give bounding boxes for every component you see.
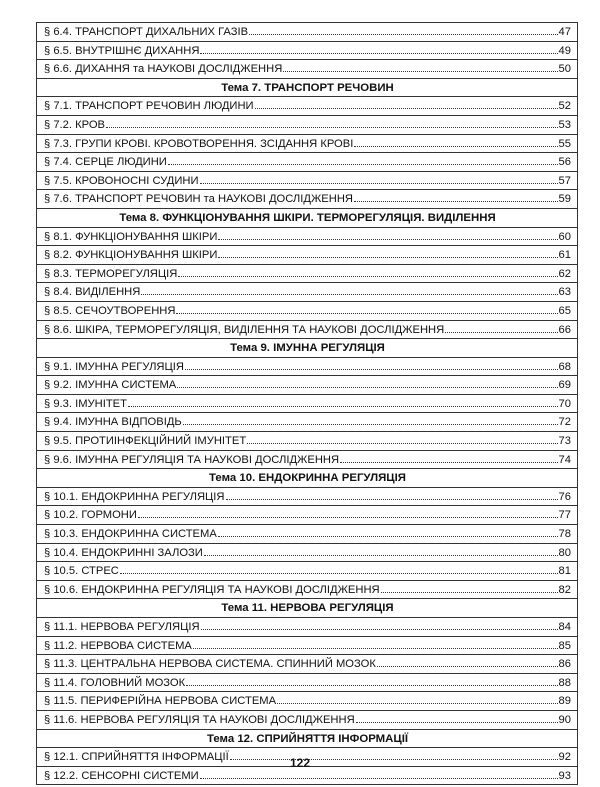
entry-label: § 7.3. ГРУПИ КРОВІ. КРОВОТВОРЕННЯ. ЗСІДАННЯ КРОВІ — [44, 137, 354, 150]
entry-label: § 12.1. СПРИЙНЯТТЯ ІНФОРМАЦІЇ — [44, 751, 229, 764]
toc-entry — [37, 451, 577, 470]
entry-label: § 6.6. ДИХАННЯ та НАУКОВІ ДОСЛІДЖЕННЯ — [44, 63, 283, 76]
dot-leader — [226, 499, 558, 500]
dot-leader — [186, 685, 557, 686]
toc-entry — [37, 562, 577, 581]
dot-leader — [218, 257, 557, 258]
dot-leader — [218, 536, 558, 537]
entry-label: § 12.2. СЕНСОРНІ СИСТЕМИ — [44, 769, 199, 782]
entry-page-number: 70 — [558, 397, 571, 410]
toc-entry — [37, 358, 577, 377]
entry-label: § 10.3. ЕНДОКРИННА СИСТЕМА — [44, 528, 217, 541]
dot-leader — [183, 424, 558, 425]
page-number: 122 — [289, 756, 311, 770]
toc-entry — [37, 60, 577, 79]
topic-label: Тема 9. ІМУННА РЕГУЛЯЦІЯ — [230, 342, 385, 355]
entry-label: § 11.2. НЕРВОВА СИСТЕМА — [44, 639, 192, 652]
entry-label: § 9.2. ІМУННА СИСТЕМА — [44, 379, 177, 392]
dot-leader — [247, 443, 557, 444]
topic-label: Тема 8. ФУНКЦІОНУВАННЯ ШКІРИ. ТЕРМОРЕГУЛЯЦІЯ. ВИДІЛЕННЯ — [119, 211, 496, 224]
entry-label: § 8.4. ВИДІЛЕННЯ — [44, 286, 141, 299]
entry-label: § 11.3. ЦЕНТРАЛЬНА НЕРВОВА СИСТЕМА. СПИННИЙ МОЗОК — [44, 658, 376, 671]
toc-entry — [37, 228, 577, 247]
dot-leader — [354, 201, 558, 202]
toc-topic-heading — [37, 469, 577, 488]
toc-entry — [37, 153, 577, 172]
entry-page-number: 50 — [558, 63, 571, 76]
toc-topic-heading — [37, 79, 577, 98]
dot-leader — [340, 462, 557, 463]
entry-page-number: 93 — [558, 769, 571, 782]
entry-page-number: 81 — [558, 565, 571, 578]
entry-label: § 10.6. ЕНДОКРИННА РЕГУЛЯЦІЯ ТА НАУКОВІ ДОСЛІДЖЕННЯ — [44, 583, 380, 596]
dot-leader — [377, 666, 558, 667]
toc-entry — [37, 190, 577, 209]
dot-leader — [141, 294, 557, 295]
dot-leader — [445, 332, 557, 333]
dot-leader — [381, 592, 558, 593]
dot-leader — [106, 127, 558, 128]
entry-label: § 8.1. ФУНКЦІОНУВАННЯ ШКІРИ — [44, 230, 218, 243]
entry-label: § 11.6. НЕРВОВА РЕГУЛЯЦІЯ ТА НАУКОВІ ДОСЛІДЖЕННЯ — [44, 713, 355, 726]
toc-entry — [37, 711, 577, 730]
entry-label: § 8.6. ШКІРА, ТЕРМОРЕГУЛЯЦІЯ, ВИДІЛЕННЯ ТА НАУКОВІ ДОСЛІДЖЕННЯ — [44, 323, 445, 336]
entry-page-number: 92 — [558, 751, 571, 764]
dot-leader — [200, 183, 558, 184]
toc-entry — [37, 376, 577, 395]
entry-page-number: 53 — [558, 118, 571, 131]
toc-entry — [37, 321, 577, 340]
entry-label: § 11.4. ГОЛОВНИЙ МОЗОК — [44, 676, 186, 689]
dot-leader — [201, 629, 558, 630]
dot-leader — [177, 387, 557, 388]
entry-label: § 7.4. СЕРЦЕ ЛЮДИНИ — [44, 156, 167, 169]
toc-entry — [37, 23, 577, 42]
dot-leader — [200, 778, 558, 779]
dot-leader — [204, 555, 558, 556]
entry-page-number: 55 — [558, 137, 571, 150]
entry-page-number: 80 — [558, 546, 571, 559]
entry-label: § 10.1. ЕНДОКРИННА РЕГУЛЯЦІЯ — [44, 490, 225, 503]
toc-entry — [37, 655, 577, 674]
entry-label: § 10.2. ГОРМОНИ — [44, 509, 137, 522]
entry-page-number: 78 — [558, 528, 571, 541]
entry-page-number: 57 — [558, 174, 571, 187]
entry-page-number: 63 — [558, 286, 571, 299]
entry-label: § 9.6. ІМУННА РЕГУЛЯЦІЯ ТА НАУКОВІ ДОСЛІДЖЕННЯ — [44, 453, 340, 466]
dot-leader — [168, 164, 558, 165]
toc-entry — [37, 506, 577, 525]
entry-page-number: 61 — [558, 249, 571, 262]
entry-page-number: 73 — [558, 435, 571, 448]
topic-label: Тема 12. СПРИЙНЯТТЯ ІНФОРМАЦІЇ — [206, 732, 409, 745]
entry-page-number: 85 — [558, 639, 571, 652]
toc-topic-heading — [37, 599, 577, 618]
entry-page-number: 65 — [558, 304, 571, 317]
dot-leader — [356, 722, 558, 723]
entry-page-number: 86 — [558, 658, 571, 671]
toc-entry — [37, 525, 577, 544]
entry-page-number: 60 — [558, 230, 571, 243]
toc-entry — [37, 135, 577, 154]
entry-label: § 8.5. СЕЧОУТВОРЕННЯ — [44, 304, 176, 317]
toc-entry — [37, 413, 577, 432]
entry-page-number: 82 — [558, 583, 571, 596]
entry-label: § 11.1. НЕРВОВА РЕГУЛЯЦІЯ — [44, 621, 200, 633]
entry-page-number: 72 — [558, 416, 571, 429]
entry-page-number: 84 — [558, 621, 571, 633]
toc-topic-heading — [37, 730, 577, 749]
entry-label: § 9.4. ІМУННА ВІДПОВІДЬ — [44, 416, 182, 429]
entry-label: § 8.3. ТЕРМОРЕГУЛЯЦІЯ — [44, 267, 178, 280]
toc-entry — [37, 692, 577, 711]
dot-leader — [138, 517, 558, 518]
toc-entry — [37, 302, 577, 321]
dot-leader — [277, 703, 557, 704]
dot-leader — [185, 369, 558, 370]
entry-page-number: 88 — [558, 676, 571, 689]
entry-page-number: 90 — [558, 713, 571, 726]
entry-page-number: 77 — [558, 509, 571, 522]
toc-entry — [37, 265, 577, 284]
entry-label: § 7.5. КРОВОНОСНІ СУДИНИ — [44, 174, 199, 187]
toc-entry — [37, 674, 577, 693]
dot-leader — [200, 53, 557, 54]
toc-entry — [37, 488, 577, 507]
entry-page-number: 62 — [558, 267, 571, 280]
entry-page-number: 68 — [558, 360, 571, 373]
dot-leader — [354, 146, 557, 147]
entry-label: § 11.5. ПЕРИФЕРІЙНА НЕРВОВА СИСТЕМА — [44, 695, 277, 708]
entry-label: § 10.4. ЕНДОКРИННІ ЗАЛОЗИ — [44, 546, 203, 559]
dot-leader — [193, 648, 558, 649]
toc-entry — [37, 581, 577, 600]
toc-entry — [37, 432, 577, 451]
entry-label: § 6.4. ТРАНСПОРТ ДИХАЛЬНИХ ГАЗІВ — [44, 26, 249, 38]
topic-label: Тема 11. НЕРВОВА РЕГУЛЯЦІЯ — [221, 602, 394, 615]
toc-entry — [37, 618, 577, 637]
topic-label: Тема 7. ТРАНСПОРТ РЕЧОВИН — [221, 81, 394, 94]
dot-leader — [120, 573, 558, 574]
dot-leader — [218, 239, 557, 240]
topic-label: Тема 10. ЕНДОКРИННА РЕГУЛЯЦІЯ — [209, 472, 406, 485]
toc-entry — [37, 42, 577, 61]
dot-leader — [176, 313, 557, 314]
entry-page-number: 89 — [558, 695, 571, 708]
toc-entry — [37, 544, 577, 563]
entry-page-number: 56 — [558, 156, 571, 169]
dot-leader — [128, 406, 558, 407]
toc-entry — [37, 637, 577, 656]
entry-page-number: 69 — [558, 379, 571, 392]
toc-entry — [37, 283, 577, 302]
toc-entry — [37, 395, 577, 414]
dot-leader — [178, 276, 557, 277]
entry-label: § 9.1. ІМУННА РЕГУЛЯЦІЯ — [44, 360, 184, 373]
entry-page-number: 52 — [558, 100, 571, 113]
entry-page-number: 76 — [558, 490, 571, 503]
toc-entry — [37, 97, 577, 116]
table-of-contents — [36, 22, 578, 785]
toc-entry — [37, 246, 577, 265]
entry-label: § 8.2. ФУНКЦІОНУВАННЯ ШКІРИ — [44, 249, 218, 262]
entry-label: § 10.5. СТРЕС — [44, 565, 119, 578]
dot-leader — [283, 71, 557, 72]
entry-label: § 7.1. ТРАНСПОРТ РЕЧОВИН ЛЮДИНИ — [44, 100, 254, 113]
entry-page-number: 59 — [558, 193, 571, 206]
dot-leader — [249, 34, 558, 35]
entry-page-number: 49 — [558, 44, 571, 57]
dot-leader — [255, 108, 558, 109]
toc-entry — [37, 172, 577, 191]
toc-entry — [37, 116, 577, 135]
entry-page-number: 47 — [558, 26, 571, 38]
entry-page-number: 66 — [558, 323, 571, 336]
entry-label: § 9.5. ПРОТИІНФЕКЦІЙНИЙ ІМУНІТЕТ — [44, 435, 247, 448]
entry-page-number: 74 — [558, 453, 571, 466]
entry-label: § 9.3. ІМУНІТЕТ — [44, 397, 127, 410]
toc-topic-heading — [37, 339, 577, 358]
entry-label: § 7.2. КРОВ — [44, 118, 105, 131]
toc-topic-heading — [37, 209, 577, 228]
entry-label: § 7.6. ТРАНСПОРТ РЕЧОВИН та НАУКОВІ ДОСЛІДЖЕННЯ — [44, 193, 353, 206]
entry-label: § 6.5. ВНУТРІШНЄ ДИХАННЯ — [44, 44, 200, 57]
